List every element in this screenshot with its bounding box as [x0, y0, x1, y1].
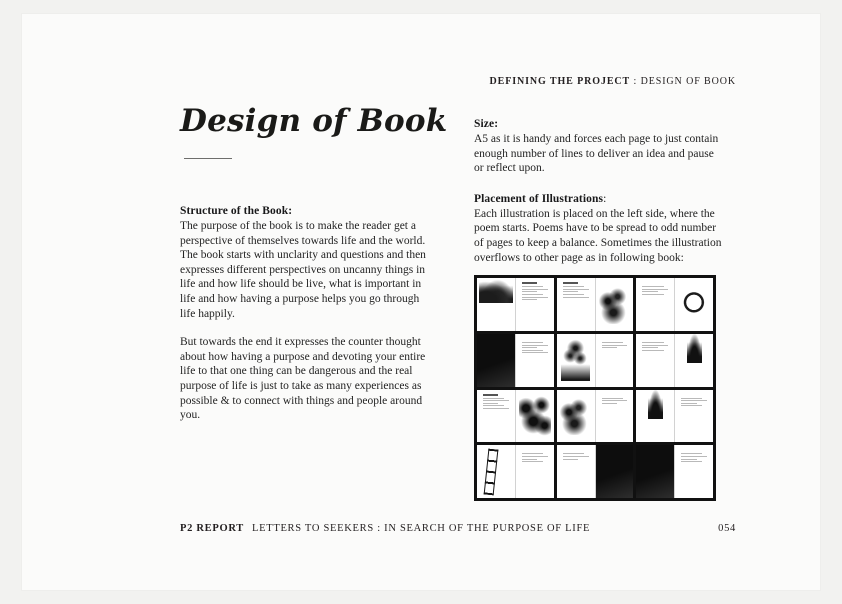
- branch-ink-illustration: [560, 397, 590, 435]
- spread-thumbnail: [557, 334, 634, 387]
- spread-thumbnail: [557, 390, 634, 443]
- spread-thumbnail: [636, 445, 713, 498]
- spread-thumbnail: [557, 278, 634, 331]
- spread-thumbnail: [477, 445, 554, 498]
- page-text-lines: [602, 398, 628, 404]
- spread-left-page: [477, 334, 515, 387]
- figure-ink-illustration: [687, 334, 702, 364]
- spread-right-page: [674, 445, 713, 498]
- dark-panel-illustration: [636, 445, 674, 498]
- spread-right-page: [515, 278, 554, 331]
- size-heading: Size:: [474, 118, 499, 130]
- footer-left: [180, 523, 590, 534]
- page-heading-mark: [522, 282, 537, 284]
- structure-paragraph-1: The purpose of the book is to make the reader get a perspective of themselves towards life and the world. The book starts with unclarity and questions and then expresses different perspectives on uncanny things in life and how life should be live, what is important in life and how having a purpose helps you go through life happily.: [180, 220, 426, 320]
- wreath-ink-illustration: [683, 290, 704, 314]
- ladder-ink-illustration: [484, 448, 499, 495]
- page-footer: [180, 523, 736, 534]
- mountain-ink-illustration: [479, 278, 513, 303]
- spread-right-page: [515, 334, 554, 387]
- page-text-lines: [602, 342, 628, 348]
- placement-block: [474, 193, 726, 265]
- spread-right-page: [595, 390, 634, 443]
- spread-left-page: [636, 334, 674, 387]
- left-column: [180, 103, 448, 423]
- page-text-lines: [642, 286, 668, 295]
- header-section-name: DESIGN OF BOOK: [640, 76, 736, 87]
- spread-right-page: [674, 334, 713, 387]
- placement-heading: [474, 193, 726, 205]
- right-column: [474, 118, 726, 501]
- spread-thumbnail: [477, 390, 554, 443]
- spread-right-page: [674, 278, 713, 331]
- book-spreads-contact-sheet: [474, 275, 716, 501]
- page-heading-mark: [563, 282, 578, 284]
- spread-left-page: [636, 278, 674, 331]
- structure-block: [180, 205, 428, 423]
- page-text-lines: [522, 286, 548, 300]
- spread-right-page: [595, 278, 634, 331]
- page-title: Design of Book: [180, 103, 448, 139]
- tree-ink-illustration: [561, 339, 590, 381]
- page-number: 054: [718, 523, 736, 534]
- spread-right-page: [515, 445, 554, 498]
- footer-report-label: P2 REPORT: [180, 523, 244, 534]
- spread-left-page: [477, 390, 515, 443]
- running-header: [490, 76, 737, 87]
- structure-heading: Structure of the Book:: [180, 205, 293, 218]
- structure-paragraph-2: But towards the end it expresses the counter thought about how having a purpose and devoting your entire life to that one thing can be dangerous and the real purpose of life is just to take as many experiences as possible & to connect with things and people around you.: [180, 336, 426, 422]
- splatter-ink-illustration: [519, 396, 551, 437]
- placement-heading-suffix: :: [603, 192, 607, 205]
- spread-left-page: [557, 445, 595, 498]
- page-text-lines: [563, 286, 589, 297]
- footer-report-title: LETTERS TO SEEKERS : IN SEARCH OF THE PURPOSE OF LIFE: [251, 523, 591, 534]
- spread-thumbnail: [477, 278, 554, 331]
- branch-ink-illustration: [599, 286, 629, 324]
- spread-right-page: [595, 334, 634, 387]
- spread-left-page: [477, 278, 515, 331]
- page-text-lines: [681, 453, 707, 462]
- placement-paragraph: Each illustration is placed on the left side, where the poem starts. Poems have to be spread to odd number of pages to keep a balance. Sometimes the illustration overflows to other page as in following book:: [474, 207, 722, 264]
- page-text-lines: [483, 398, 509, 409]
- size-block: [474, 118, 726, 176]
- title-rule: [184, 158, 232, 159]
- spread-right-page: [674, 390, 713, 443]
- size-paragraph: A5 as it is handy and forces each page to just contain enough number of lines to deliver an idea and pause or reflect upon.: [474, 133, 719, 175]
- page-text-lines: [522, 453, 548, 462]
- spread-left-page: [557, 390, 595, 443]
- spread-right-page: [515, 390, 554, 443]
- page-text-lines: [522, 342, 548, 353]
- spread-left-page: [636, 390, 674, 443]
- page-heading-mark: [483, 394, 498, 396]
- spread-thumbnail: [636, 334, 713, 387]
- dark-panel-illustration: [477, 334, 515, 387]
- page-text-lines: [681, 398, 707, 407]
- document-page: [22, 14, 820, 590]
- spread-left-page: [477, 445, 515, 498]
- figure-ink-illustration: [648, 390, 663, 420]
- spread-left-page: [636, 445, 674, 498]
- header-section-bold: DEFINING THE PROJECT: [489, 76, 631, 87]
- spread-grid: [477, 278, 713, 498]
- spread-left-page: [557, 278, 595, 331]
- placement-heading-text: Placement of Illustrations: [474, 192, 604, 205]
- page-text-lines: [563, 453, 589, 459]
- spread-thumbnail: [636, 390, 713, 443]
- spread-thumbnail: [557, 445, 634, 498]
- spread-thumbnail: [477, 334, 554, 387]
- dark-panel-illustration: [596, 445, 634, 498]
- spread-thumbnail: [636, 278, 713, 331]
- spread-right-page: [595, 445, 634, 498]
- header-separator: :: [630, 76, 641, 87]
- spread-left-page: [557, 334, 595, 387]
- page-text-lines: [642, 342, 668, 351]
